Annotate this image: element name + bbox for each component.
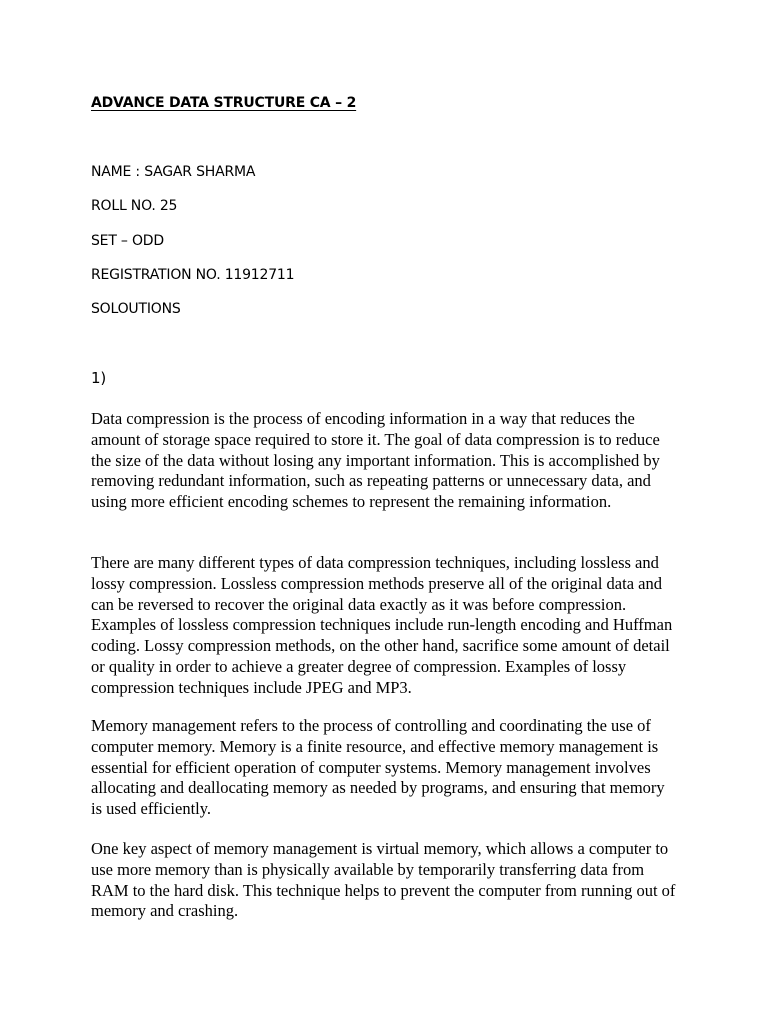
question-number: 1) <box>91 369 106 387</box>
roll-number: ROLL NO. 25 <box>91 198 178 214</box>
paragraph-memory-management: Memory management refers to the process of controlling and coordinating the use of computer memory. Memory is a finite resource, and effective memory management is essential for efficient operation of computer systems. Memory management involves allocating and deallocating memory as needed by programs, and ensuring that memory is used efficiently. <box>91 716 665 819</box>
solutions-heading: SOLOUTIONS <box>91 301 181 317</box>
question-set: SET – ODD <box>91 233 164 249</box>
registration-number: REGISTRATION NO. 11912711 <box>91 267 295 283</box>
paragraph-virtual-memory: One key aspect of memory management is virtual memory, which allows a computer to use more memory than is physically available by temporarily transferring data from RAM to the hard disk. This technique helps to prevent the computer from running out of memory and crashing. <box>91 839 676 921</box>
document-title: ADVANCE DATA STRUCTURE CA – 2 <box>91 95 357 111</box>
paragraph-compression-types: There are many different types of data compression techniques, including lossless and lossy compression. Lossless compression methods preserve all of the original data and can be reversed to recover the original data exactly as it was before compression. Examples of lossless compression techniques include run-length encoding and Huffman coding. Lossy compression methods, on the other hand, sacrifice some amount of detail or quality in order to achieve a greater degree of compression. Examples of lossy compression techniques include JPEG and MP3. <box>91 553 673 697</box>
paragraph-data-compression: Data compression is the process of encoding information in a way that reduces the amount of storage space required to store it. The goal of data compression is to reduce the size of the data without losing any important information. This is accomplished by removing redundant information, such as repeating patterns or unnecessary data, and using more efficient encoding schemes to represent the remaining information. <box>91 409 660 512</box>
student-name: NAME : SAGAR SHARMA <box>91 164 256 180</box>
